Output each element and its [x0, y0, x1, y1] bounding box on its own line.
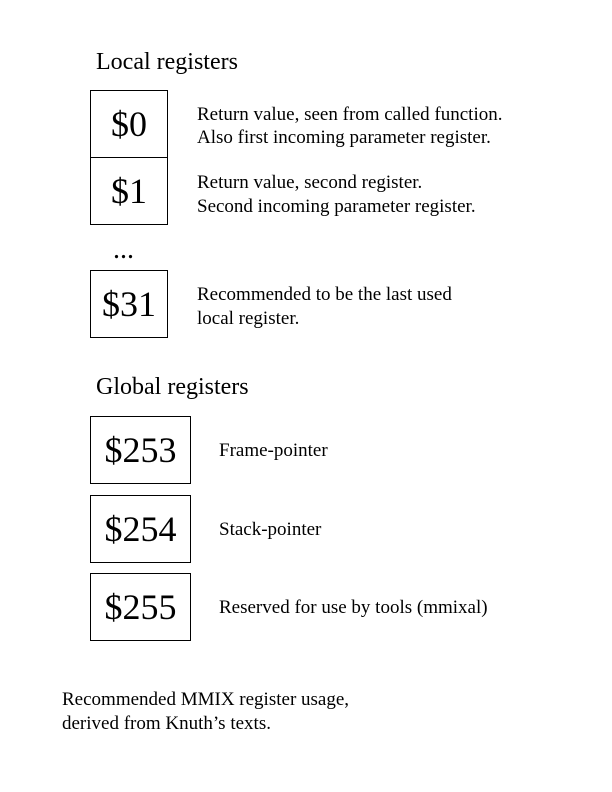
register-box-1: $1 — [90, 157, 168, 225]
register-box-255: $255 — [90, 573, 191, 641]
register-0-description-line1: Return value, seen from called function. — [197, 104, 503, 125]
global-registers-heading: Global registers — [96, 374, 249, 400]
register-255-description: Reserved for use by tools (mmixal) — [219, 597, 488, 618]
register-ellipsis: ... — [113, 234, 134, 265]
register-box-254: $254 — [90, 495, 191, 563]
register-253-description: Frame-pointer — [219, 440, 328, 461]
register-box-0: $0 — [90, 90, 168, 158]
caption-line1: Recommended MMIX register usage, — [62, 689, 350, 710]
register-254-description: Stack-pointer — [219, 519, 322, 540]
register-box-253: $253 — [90, 416, 191, 484]
register-31-description-line2: local register. — [197, 308, 300, 329]
register-1-description-line2: Second incoming parameter register. — [197, 196, 476, 217]
register-box-31: $31 — [90, 270, 168, 338]
register-1-description-line1: Return value, second register. — [197, 172, 423, 193]
local-registers-heading: Local registers — [96, 49, 238, 75]
caption-line2: derived from Knuth’s texts. — [62, 713, 271, 734]
register-0-description-line2: Also first incoming parameter register. — [197, 127, 491, 148]
register-31-description-line1: Recommended to be the last used — [197, 284, 452, 305]
